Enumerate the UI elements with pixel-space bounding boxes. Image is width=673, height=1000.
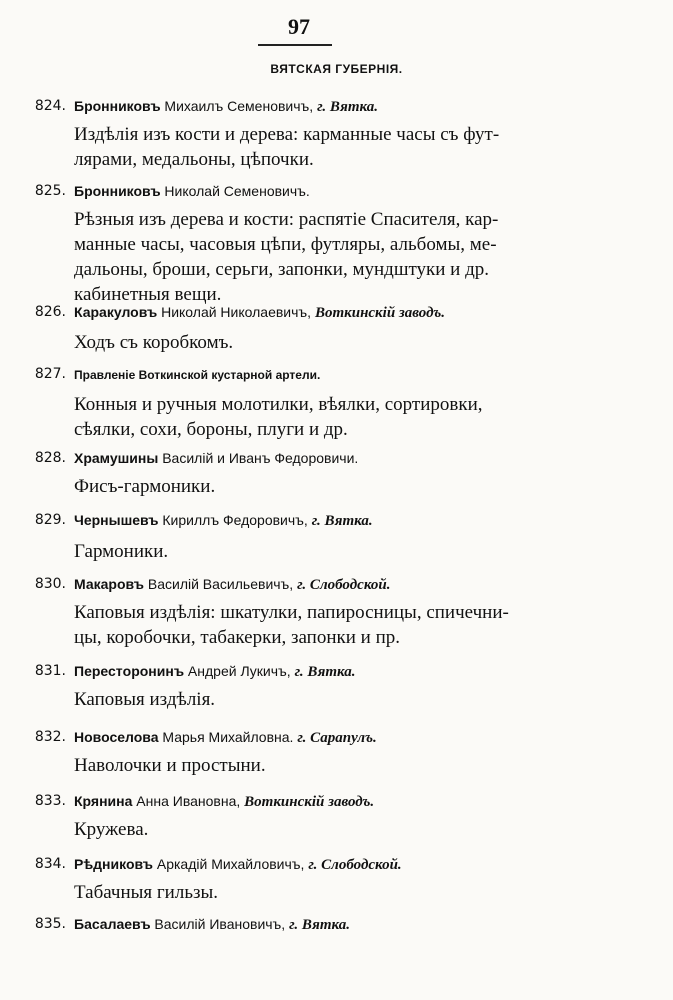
exhibitor-line <box>74 793 374 811</box>
description-line: Ходъ съ коробкомъ. <box>74 332 234 353</box>
entry-number: 827. <box>34 366 66 382</box>
exhibitor-surname: Храмушины <box>74 450 159 466</box>
entry-description <box>74 539 554 564</box>
entry-number: 824. <box>34 98 66 114</box>
description-line: дальоны, броши, серьги, запонки, мундштуки и др. <box>74 259 489 280</box>
exhibitor-surname: Каракуловъ <box>74 304 158 320</box>
section-heading: ВЯТСКАЯ ГУБЕРНIЯ. <box>270 62 403 76</box>
exhibitor-given-name: Михаилъ Семеновичъ, <box>164 98 314 114</box>
entry-description <box>74 880 554 905</box>
exhibitor-given-name: Анна Ивановна, <box>136 793 241 809</box>
exhibitor-given-name: Николай Николаевичъ, <box>161 304 312 320</box>
description-line: цы, коробочки, табакерки, запонки и пр. <box>74 627 400 648</box>
description-line: Издѣлiя изъ кости и дерева: карманные часы съ фут- <box>74 124 500 145</box>
exhibitor-given-name: Андрей Лукичъ, <box>187 663 291 679</box>
entry-description <box>74 687 554 712</box>
exhibitor-surname: Крянина <box>74 793 133 809</box>
exhibitor-surname: Бронниковъ <box>74 98 161 114</box>
exhibitor-line <box>74 916 350 934</box>
description-line: сѣялки, сохи, бороны, плуги и др. <box>74 419 348 440</box>
entry-description <box>74 330 554 355</box>
exhibitor-given-name: Василiй и Иванъ Федоровичи. <box>162 450 359 466</box>
exhibitor-line <box>74 183 310 199</box>
header-rule <box>258 44 332 46</box>
description-line: Кружева. <box>74 819 149 840</box>
entry-number: 828. <box>34 450 66 466</box>
description-line: Наволочки и простыни. <box>74 755 266 776</box>
exhibitor-given-name: Василiй Васильевичъ, <box>147 576 294 592</box>
exhibitor-line <box>74 366 320 382</box>
exhibitor-line <box>74 450 358 466</box>
description-line: лярами, медальоны, цѣпочки. <box>74 149 314 170</box>
entry-description <box>74 474 554 499</box>
exhibitor-place: г. Слободской. <box>308 857 402 873</box>
description-line: Гармоники. <box>74 541 169 562</box>
page-number: 97 <box>288 14 310 39</box>
exhibitor-place: Воткинскiй заводъ. <box>244 794 375 810</box>
exhibitor-line <box>74 663 355 681</box>
exhibitor-place: г. Вятка. <box>317 99 378 115</box>
exhibitor-place: Воткинскiй заводъ. <box>314 305 445 321</box>
entry-number: 831. <box>34 663 66 679</box>
entry-number: 833. <box>34 793 66 809</box>
exhibitor-surname: Басалаевъ <box>74 916 151 932</box>
entry-description <box>74 600 554 650</box>
exhibitor-place: г. Слободской. <box>297 577 391 593</box>
exhibitor-line <box>74 304 445 322</box>
exhibitor-line <box>74 98 378 116</box>
exhibitor-line <box>74 512 373 530</box>
entry-description <box>74 817 554 842</box>
entry-number: 826. <box>34 304 66 320</box>
exhibitor-line <box>74 729 377 747</box>
exhibitor-surname: Перестoронинъ <box>74 663 185 679</box>
description-line: кабинетныя вещи. <box>74 284 222 305</box>
entry-number: 835. <box>34 916 66 932</box>
description-line: Каповыя издѣлiя: шкатулки, папиросницы, спичечни- <box>74 602 509 623</box>
description-line: Фисъ-гармоники. <box>74 476 216 497</box>
exhibitor-surname: Чернышевъ <box>74 512 159 528</box>
entry-number: 832. <box>34 729 66 745</box>
entry-number: 829. <box>34 512 66 528</box>
exhibitor-surname: Правленiе Воткинской кустарной артели. <box>74 368 321 382</box>
exhibitor-surname: Рѣдниковъ <box>74 856 153 872</box>
description-line: Табачныя гильзы. <box>74 882 219 903</box>
exhibitor-surname: Новоселова <box>74 729 159 745</box>
entry-description <box>74 753 554 778</box>
exhibitor-surname: Бронниковъ <box>74 183 161 199</box>
entry-number: 825. <box>34 183 66 199</box>
exhibitor-place: г. Вятка. <box>311 513 373 529</box>
entry-description <box>74 207 554 307</box>
description-line: манные часы, часовыя цѣпи, футляры, альбомы, ме- <box>74 234 497 255</box>
exhibitor-place: г. Сарапулъ. <box>297 730 377 746</box>
exhibitor-given-name: Василiй Ивановичъ, <box>154 916 286 932</box>
exhibitor-surname: Макаровъ <box>74 576 144 592</box>
exhibitor-given-name: Кириллъ Федоровичъ, <box>162 512 308 528</box>
entry-number: 834. <box>34 856 66 872</box>
exhibitor-given-name: Аркадiй Михайловичъ, <box>156 856 305 872</box>
exhibitor-given-name: Николай Семеновичъ. <box>164 183 310 199</box>
entry-description <box>74 392 554 442</box>
description-line: Конныя и ручныя молотилки, вѣялки, сортировки, <box>74 394 483 415</box>
entry-number: 830. <box>34 576 66 592</box>
exhibitor-place: г. Вятка. <box>289 917 350 933</box>
exhibitor-line <box>74 856 402 874</box>
entry-description <box>74 122 554 172</box>
exhibitor-given-name: Марья Михайловна. <box>162 729 294 745</box>
exhibitor-place: г. Вятка. <box>294 664 356 680</box>
exhibitor-line <box>74 576 390 594</box>
description-line: Каповыя издѣлiя. <box>74 689 216 710</box>
description-line: Рѣзныя изъ дерева и кости: распятiе Спасителя, кар- <box>74 209 499 230</box>
